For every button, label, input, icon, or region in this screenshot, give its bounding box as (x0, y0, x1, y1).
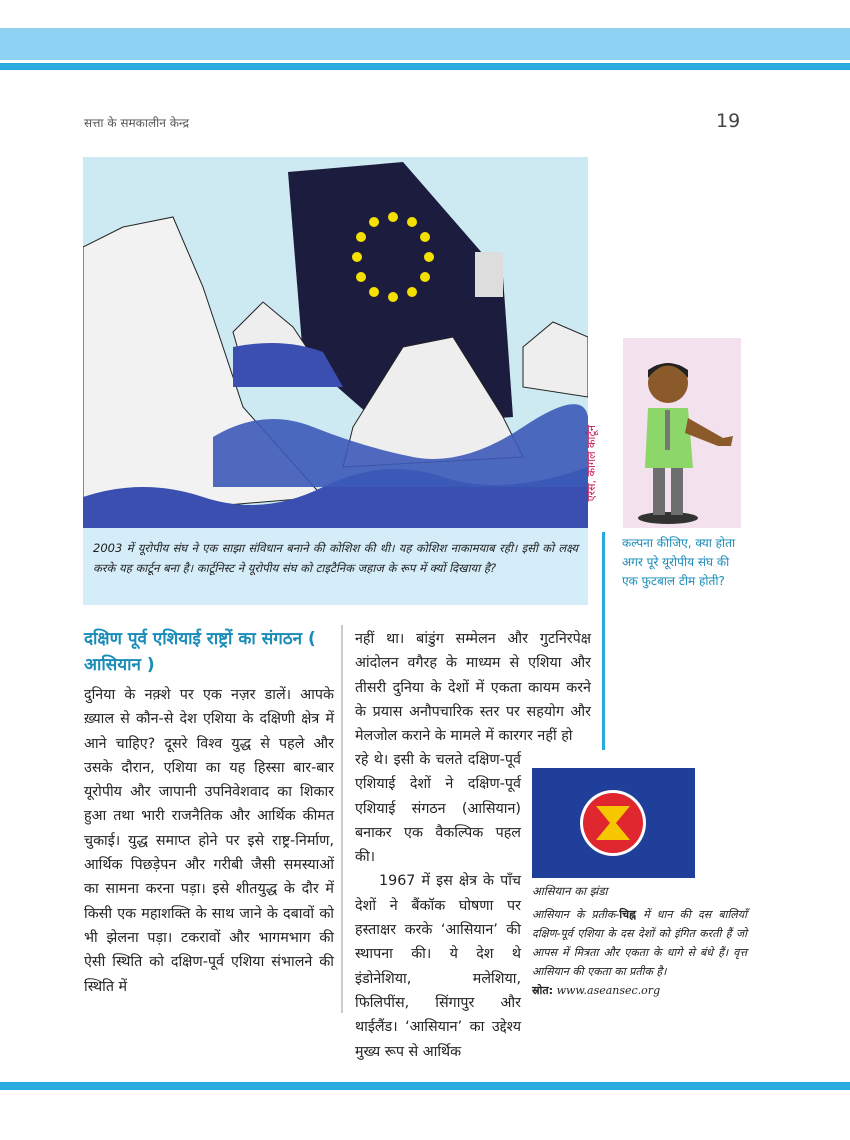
section-heading: दक्षिण पूर्व एशियाई राष्ट्रों का संगठन ( आसियान ) (84, 629, 316, 675)
source-url: www.aseansec.org (556, 984, 661, 997)
middle-column-text: नहीं था। बांडुंग सम्मेलन और गुटनिरपेक्ष आंदोलन वगैरह के माध्यम से एशिया और तीसरी दुनिया के देशों में एकता कायम करने के प्रयास अनौपचारिक स्तर पर सहयोग और मेलजोल कराने के मामले में कारगर नहीं हो (355, 631, 591, 745)
cartoon-caption: 2003 में यूरोपीय संघ ने एक साझा संविधान बनाने की कोशिश की थी। यह कोशिश नाकामयाब रही। इसी को लक्ष्य करके यह कार्टून बना है। कार्टूनिस्ट ने यूरोपीय संघ को टाइटैनिक जहाज के रूप में क्यों दिखाया है? (83, 528, 588, 605)
flag-caption (532, 905, 747, 1000)
child-illustration (623, 338, 741, 528)
eu-titanic-cartoon (83, 157, 588, 528)
top-rule (0, 63, 850, 70)
flag-title: आसियान का झंडा (532, 884, 608, 898)
bottom-rule (0, 1082, 850, 1090)
cartoon-credit: एरेस, कागल कार्टून (585, 425, 598, 502)
top-band (0, 28, 850, 60)
caption-text: आसियान के प्रतीक- (532, 908, 620, 921)
asean-flag (532, 768, 695, 878)
column-divider (341, 625, 343, 1013)
middle-column-narrow (355, 748, 521, 1064)
paragraph: रहे थे। इसी के चलते दक्षिण-पूर्व एशियाई देशों ने दक्षिण-पूर्व एशियाई संगठन (आसियान) बनाकर एक वैकल्पिक पहल की। (355, 752, 521, 866)
sidebar-rule (602, 532, 605, 750)
running-head: सत्ता के समकालीन केन्द्र (84, 116, 189, 130)
left-column-text: दुनिया के नक़्शे पर एक नज़र डालें। आपके ख़्याल से कौन-से देश एशिया के दक्षिणी क्षेत्र में आने चाहिए? दूसरे विश्व युद्ध से पहले और उसके दौरान, एशिया का यह हिस्सा बार-बार यूरोपीय और जापानी उपनिवेशवाद का शिकार हुआ तथा भारी राजनैतिक और आर्थिक कीमत चुकाई। युद्ध समाप्त होने पर इसे राष्ट्र-निर्माण, आर्थिक पिछड़ेपन और गरीबी जैसी समस्याओं का सामना करना पड़ा। इसे शीतयुद्ध के दौर में किसी एक महाशक्ति के साथ जाने के दबावों को भी झेलना पड़ा। टकरावों और भागमभाग की ऐसी स्थिति को दक्षिण-पूर्व एशिया संभालने की स्थिति में (84, 687, 334, 995)
caption-text: में धान की दस बालियाँ दक्षिण-पूर्व एशिया के दस देशों को इंगित करती हैं जो आपस में मित्रता और एकता के धागे से बंधे हैं। वृत्त आसियान की एकता का प्रतीक है। (532, 908, 747, 978)
page-number: 19 (716, 110, 741, 132)
think-note: कल्पना कीजिए, क्या होता अगर पूरे यूरोपीय संघ की एक फुटबाल टीम होती? (622, 536, 736, 588)
caption-bold: चिह्न (619, 908, 636, 921)
source-label: स्रोत: (532, 984, 554, 997)
paragraph: 1967 में इस क्षेत्र के पाँच देशों ने बैंकॉक घोषणा पर हस्ताक्षर करके ‘आसियान’ की स्थापना की। ये देश थे इंडोनेशिया, मलेशिया, फिलिपींस, सिंगापुर और थाईलैंड। ‘आसियान’ का उद्देश्य मुख्य रूप से आर्थिक (355, 873, 521, 1060)
